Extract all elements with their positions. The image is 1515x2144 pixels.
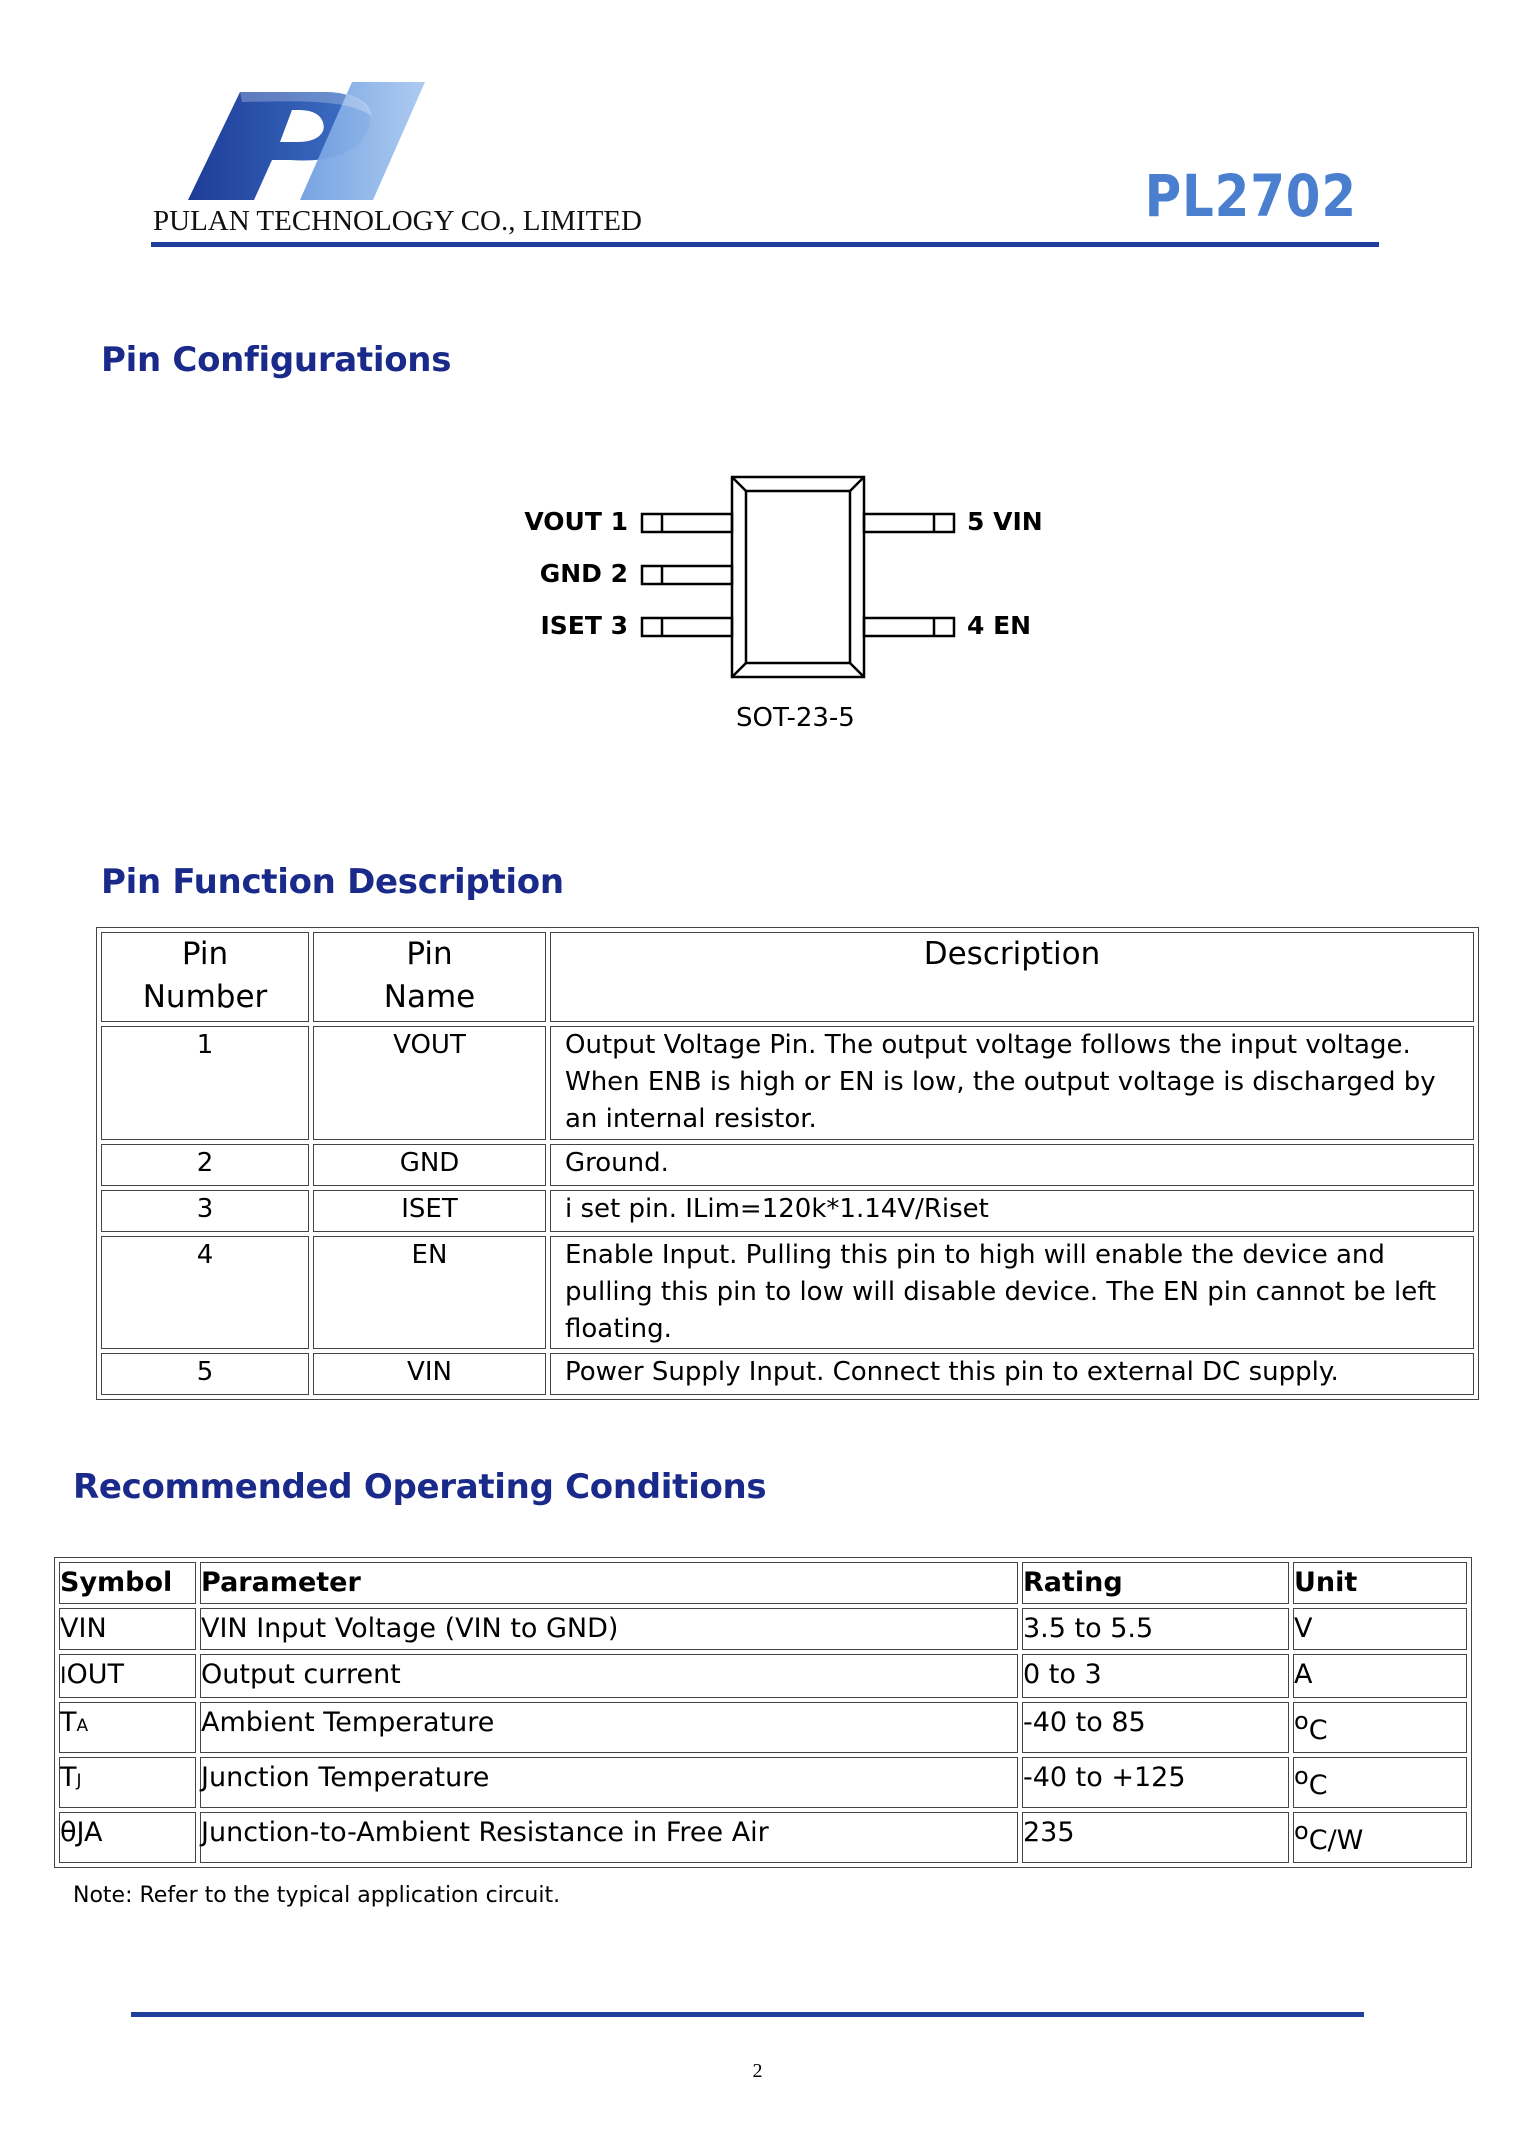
table-row — [59, 1654, 1467, 1698]
pin-description-cell: Enable Input. Pulling this pin to high will enable the device and pulling this pin to low will disable device. The EN pin cannot be left floating. — [550, 1236, 1474, 1349]
pin-function-heading: Pin Function Description — [101, 862, 564, 902]
pin-number-cell: 3 — [101, 1190, 309, 1232]
table-header-row — [101, 932, 1474, 1022]
table-row — [101, 1353, 1474, 1395]
header-parameter: Parameter — [200, 1562, 1018, 1604]
pin-config-heading: Pin Configurations — [101, 340, 452, 380]
pin-description-cell: Ground. — [550, 1144, 1474, 1186]
rating-cell: -40 to +125 — [1022, 1757, 1289, 1808]
unit-cell: V — [1293, 1608, 1467, 1650]
header-description: Description — [550, 932, 1474, 1022]
pin-function-table — [96, 927, 1479, 1400]
unit-cell: oC — [1293, 1757, 1467, 1808]
rating-cell: -40 to 85 — [1022, 1702, 1289, 1753]
table-header-row — [59, 1562, 1467, 1604]
pin-label-iset: ISET 3 — [540, 611, 628, 640]
pin-number-cell: 2 — [101, 1144, 309, 1186]
table-row — [59, 1812, 1467, 1863]
part-number: PL2702 — [1144, 162, 1357, 230]
rating-cell: 3.5 to 5.5 — [1022, 1608, 1289, 1650]
rating-cell: 0 to 3 — [1022, 1654, 1289, 1698]
unit-cell: oC/W — [1293, 1812, 1467, 1863]
table-note: Note: Refer to the typical application circuit. — [73, 1883, 561, 1908]
pin-name-cell: VOUT — [313, 1026, 546, 1140]
header-pin-number: Pin Number — [101, 932, 309, 1022]
table-row — [101, 1144, 1474, 1186]
table-row — [101, 1236, 1474, 1349]
pin-label-en: 4 EN — [967, 611, 1032, 640]
unit-cell: oC — [1293, 1702, 1467, 1753]
parameter-cell: Ambient Temperature — [200, 1702, 1018, 1753]
company-name: PULAN TECHNOLOGY CO., LIMITED — [153, 205, 642, 237]
header-symbol: Symbol — [59, 1562, 196, 1604]
pin-description-cell: i set pin. ILim=120k*1.14V/Riset — [550, 1190, 1474, 1232]
company-logo-icon — [180, 72, 425, 202]
parameter-cell: VIN Input Voltage (VIN to GND) — [200, 1608, 1018, 1650]
pin-number-cell: 4 — [101, 1236, 309, 1349]
pin-name-cell: VIN — [313, 1353, 546, 1395]
sot23-5-package-diagram — [630, 470, 970, 685]
pin-label-vout: VOUT 1 — [524, 507, 628, 536]
symbol-cell: TJ — [59, 1757, 196, 1808]
rating-cell: 235 — [1022, 1812, 1289, 1863]
symbol-cell: θJA — [59, 1812, 196, 1863]
page-number: 2 — [752, 2060, 763, 2082]
pin-number-cell: 1 — [101, 1026, 309, 1140]
operating-conditions-table — [54, 1557, 1472, 1868]
parameter-cell: Junction-to-Ambient Resistance in Free Air — [200, 1812, 1018, 1863]
pin-number-cell: 5 — [101, 1353, 309, 1395]
header-unit: Unit — [1293, 1562, 1467, 1604]
table-row — [59, 1608, 1467, 1650]
header-divider — [151, 242, 1379, 247]
parameter-cell: Junction Temperature — [200, 1757, 1018, 1808]
pin-name-cell: GND — [313, 1144, 546, 1186]
pin-label-gnd: GND 2 — [539, 559, 628, 588]
header-pin-name: Pin Name — [313, 932, 546, 1022]
pin-name-cell: ISET — [313, 1190, 546, 1232]
table-row — [59, 1702, 1467, 1753]
symbol-cell: VIN — [59, 1608, 196, 1650]
table-row — [59, 1757, 1467, 1808]
table-row — [101, 1026, 1474, 1140]
package-name: SOT-23-5 — [736, 703, 855, 733]
pin-description-cell: Output Voltage Pin. The output voltage follows the input voltage. When ENB is high or EN is low, the output voltage is discharged by an internal resistor. — [550, 1026, 1474, 1140]
pin-label-vin: 5 VIN — [967, 507, 1043, 536]
symbol-cell: TA — [59, 1702, 196, 1753]
table-row — [101, 1190, 1474, 1232]
unit-cell: A — [1293, 1654, 1467, 1698]
pin-description-cell: Power Supply Input. Connect this pin to external DC supply. — [550, 1353, 1474, 1395]
footer-divider — [131, 2012, 1364, 2017]
symbol-cell: IOUT — [59, 1654, 196, 1698]
header-rating: Rating — [1022, 1562, 1289, 1604]
pin-name-cell: EN — [313, 1236, 546, 1349]
parameter-cell: Output current — [200, 1654, 1018, 1698]
roc-heading: Recommended Operating Conditions — [73, 1467, 767, 1507]
